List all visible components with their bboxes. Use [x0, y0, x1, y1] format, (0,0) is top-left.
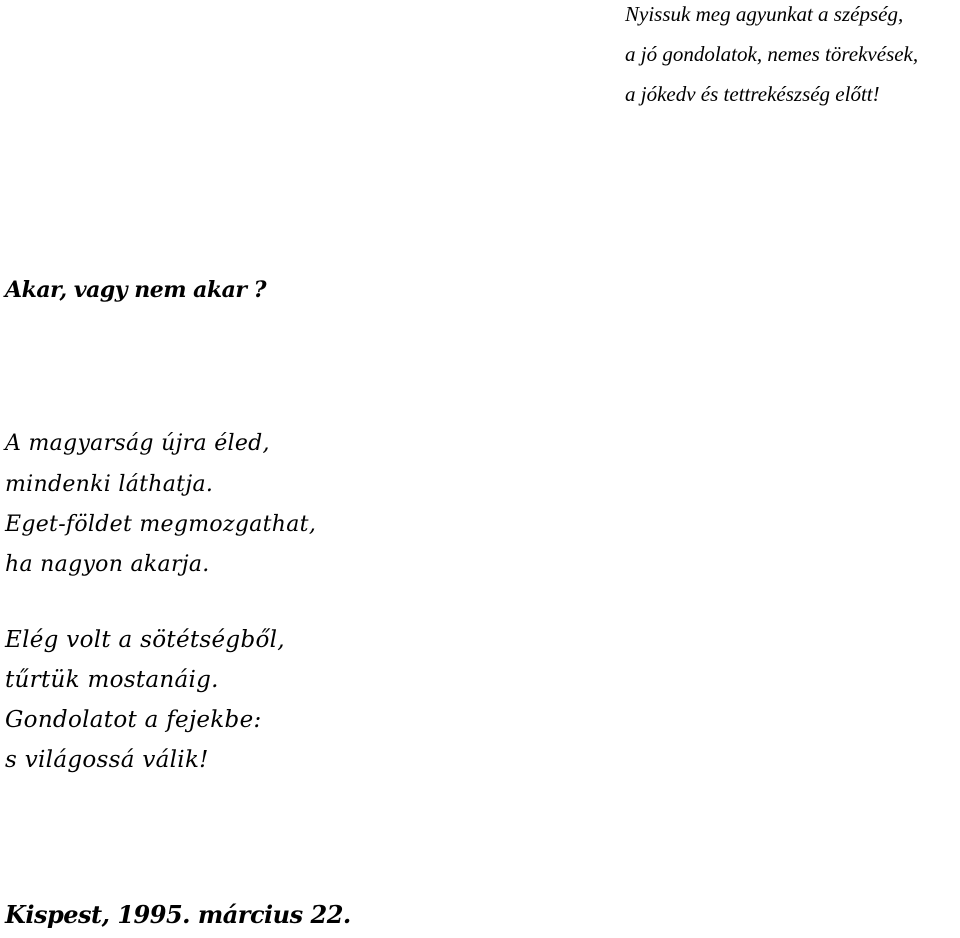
stanza-1-line-4: ha nagyon akarja. — [5, 552, 210, 577]
stanza-2-line-2: tűrtük mostanáig. — [5, 667, 219, 693]
stanza-2-line-4: s világossá válik! — [5, 747, 209, 773]
question-heading: Akar, vagy nem akar ? — [5, 277, 267, 303]
stanza-1-line-2: mindenki láthatja. — [5, 472, 214, 497]
intro-line-2: a jó gondolatok, nemes törekvések, — [625, 42, 919, 66]
intro-line-1: Nyissuk meg agyunkat a szépség, — [625, 2, 904, 26]
place-date-footer: Kispest, 1995. március 22. — [5, 900, 351, 929]
stanza-1-line-3: Eget-földet megmozgathat, — [5, 512, 317, 537]
stanza-1-line-1: A magyarság újra éled, — [5, 431, 270, 456]
intro-line-3: a jókedv és tettrekészség előtt! — [625, 82, 880, 106]
stanza-2-line-3: Gondolatot a fejekbe: — [5, 707, 262, 733]
stanza-2-line-1: Elég volt a sötétségből, — [5, 627, 285, 653]
